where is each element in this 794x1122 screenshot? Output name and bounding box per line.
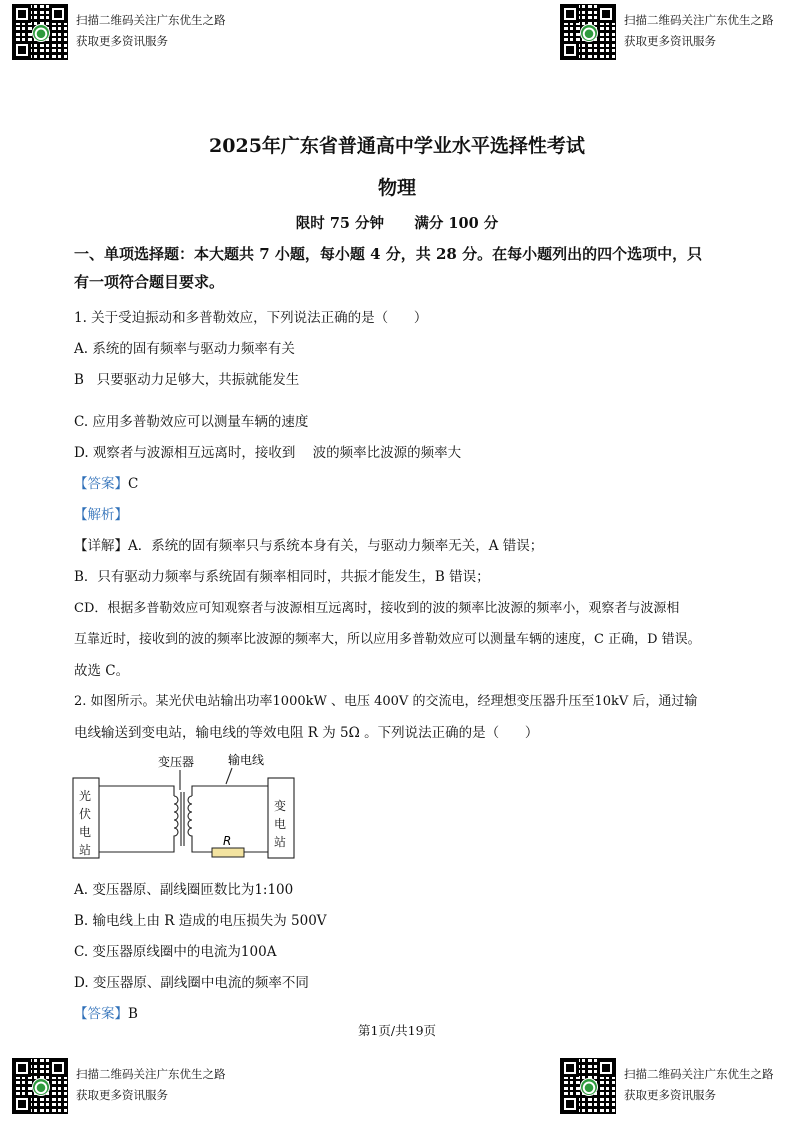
q1-detail-cd-cont: 互靠近时，接收到的波的频率比波源的频率大，所以应用多普勒效应可以测量车辆的速度，C 正确，D 错误。 xyxy=(74,632,701,647)
q1-analysis-tag: 【解析】 xyxy=(74,507,128,523)
q1-answer xyxy=(74,472,138,492)
q2-stem-cont: 电线输送到变电站，输电线的等效电阻 R 为 5Ω 。下列说法正确的是（ ） xyxy=(74,725,539,741)
qr-caption-top-left: 扫描二维码关注广东优生之路 获取更多资讯服务 xyxy=(76,13,226,48)
section-heading: 一、单项选择题：本大题共 7 小题，每小题 4 分，共 28 分。在每小题列出的四个选项中，只 xyxy=(74,245,703,263)
logo-icon xyxy=(580,24,598,42)
q2-option-d: D. 变压器原、副线圈中电流的频率不同 xyxy=(74,975,309,991)
primary-coil xyxy=(174,796,178,842)
q2-option-a: A. 变压器原、副线圈匝数比为1:100 xyxy=(74,882,294,898)
resistor-r xyxy=(212,848,244,857)
q1-option-c: C. 应用多普勒效应可以测量车辆的速度 xyxy=(74,414,309,430)
qr-code-top-right xyxy=(560,4,616,60)
left-box-char: 光 xyxy=(79,789,92,803)
left-box-char: 伏 xyxy=(79,807,92,821)
q1-detail-a: 【详解】A．系统的固有频率只与系统本身有关，与驱动力频率无关，A 错误； xyxy=(74,538,544,554)
qr-caption-top-right: 扫描二维码关注广东优生之路 获取更多资讯服务 xyxy=(624,13,774,48)
page-indicator: 第1页/共19页 xyxy=(357,1023,437,1038)
right-box-char: 站 xyxy=(274,835,287,849)
circuit-diagram xyxy=(72,752,302,864)
qr-caption-bottom-right: 扫描二维码关注广东优生之路 获取更多资讯服务 xyxy=(624,1067,774,1102)
q1-detail-b: B．只有驱动力频率与系统固有频率相同时，共振才能发生，B 错误； xyxy=(74,569,490,585)
q2-answer xyxy=(74,1002,138,1022)
subject-title: 物理 xyxy=(377,177,416,199)
right-box-char: 变 xyxy=(274,799,287,813)
q1-detail-cd: CD．根据多普勒效应可知观察者与波源相互远离时，接收到的波的频率比波源的频率小，观察者与波源相 xyxy=(74,601,680,616)
q1-option-d: D. 观察者与波源相互远离时，接收到 波的频率比波源的频率大 xyxy=(74,445,462,461)
qr-code-bottom-right xyxy=(560,1058,616,1114)
right-box-char: 电 xyxy=(274,817,287,831)
section-heading-cont: 有一项符合题目要求。 xyxy=(74,273,225,291)
logo-icon xyxy=(580,1078,598,1096)
q2-stem: 2. 如图所示。某光伏电站输出功率1000kW 、电压 400V 的交流电，经理想变压器升压至10kV 后，通过输 xyxy=(74,694,698,709)
qr-code-top-left xyxy=(12,4,68,60)
answer-tag: 【答案】 xyxy=(74,1006,128,1022)
q1-stem: 1. 关于受迫振动和多普勒效应，下列说法正确的是（ ） xyxy=(74,310,428,326)
q1-option-a: A. 系统的固有频率与驱动力频率有关 xyxy=(74,341,295,357)
q2-option-c: C. 变压器原线圈中的电流为100A xyxy=(74,944,277,960)
answer-tag: 【答案】 xyxy=(74,476,128,492)
qr-caption-bottom-left: 扫描二维码关注广东优生之路 获取更多资讯服务 xyxy=(76,1067,226,1102)
exam-title: 2025年广东省普通高中学业水平选择性考试 xyxy=(209,135,585,157)
q1-option-b: B 只要驱动力足够大，共振就能发生 xyxy=(74,372,300,388)
logo-icon xyxy=(32,24,50,42)
exam-info: 限时 75 分钟 满分 100 分 xyxy=(295,215,499,232)
answer-value: C xyxy=(128,476,139,492)
line-label: 输电线 xyxy=(228,753,265,767)
q1-conclusion: 故选 C。 xyxy=(74,663,130,679)
logo-icon xyxy=(32,1078,50,1096)
secondary-coil xyxy=(188,796,192,842)
detail-tag: 【详解】 xyxy=(74,538,128,554)
answer-value: B xyxy=(128,1006,138,1022)
resistor-label: R xyxy=(223,834,232,848)
qr-code-bottom-left xyxy=(12,1058,68,1114)
q2-option-b: B. 输电线上由 R 造成的电压损失为 500V xyxy=(74,913,327,929)
transformer-label: 变压器 xyxy=(158,755,195,769)
left-box-char: 电 xyxy=(79,825,92,839)
left-box-char: 站 xyxy=(79,843,92,857)
